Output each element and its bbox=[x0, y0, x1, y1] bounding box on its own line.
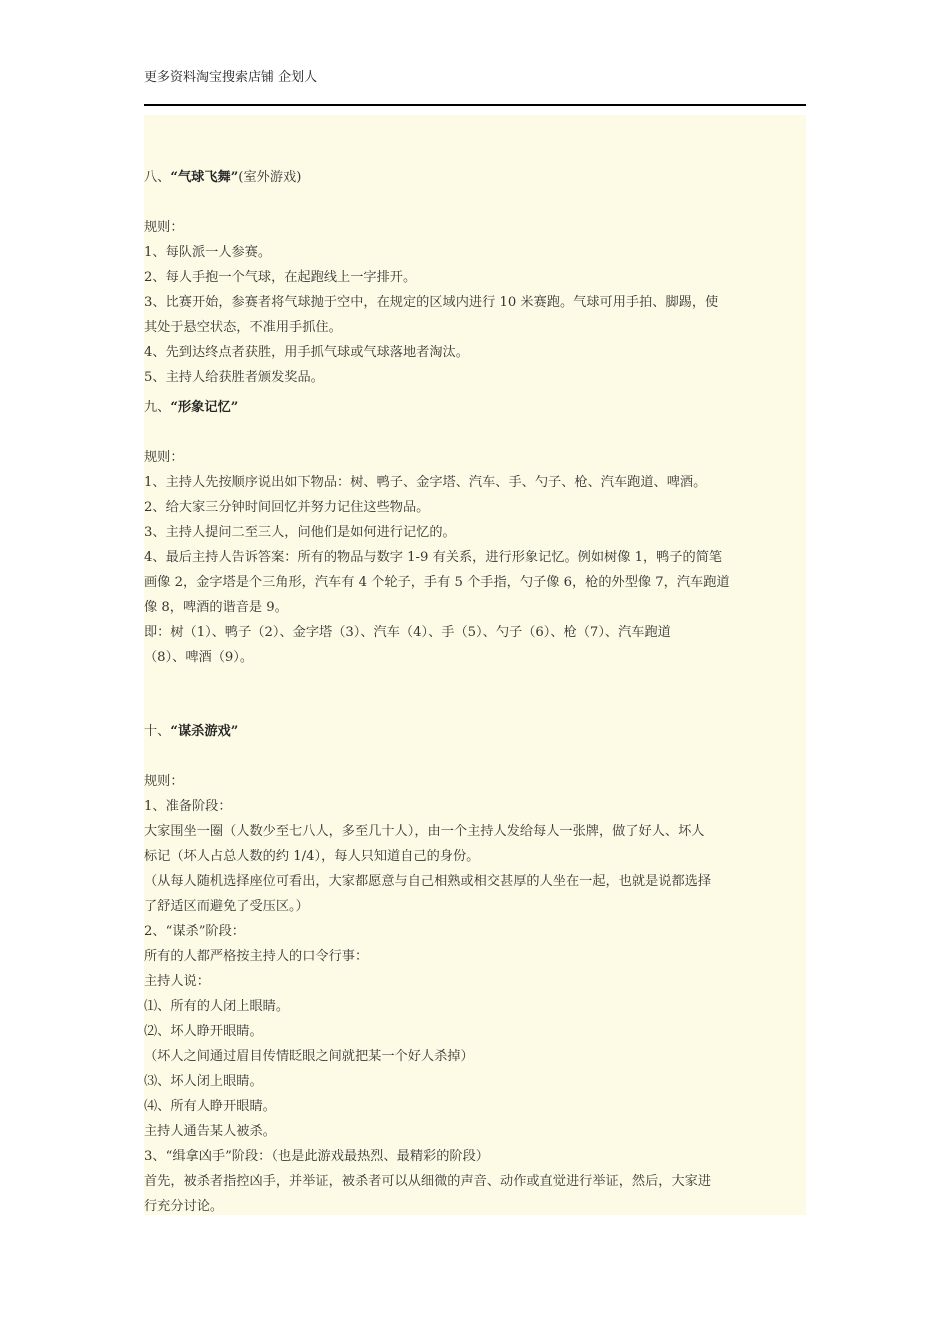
section-10-heading bbox=[144, 719, 806, 744]
section-8-number: 八、 bbox=[144, 170, 171, 185]
section-10-rule: 1、准备阶段： bbox=[144, 799, 232, 814]
header-divider bbox=[144, 104, 806, 106]
section-10-rule: ⑵、坏人睁开眼睛。 bbox=[144, 1024, 263, 1039]
section-10-rule: ⑴、所有的人闭上眼睛。 bbox=[144, 999, 290, 1014]
section-10-rule: （从每人随机选择座位可看出，大家都愿意与自己相熟或相交甚厚的人坐在一起，也就是说都选择 bbox=[144, 874, 712, 889]
section-10-rule: 行充分讨论。 bbox=[144, 1199, 224, 1214]
section-8-rule: 其处于悬空状态，不准用手抓住。 bbox=[144, 320, 342, 335]
section-8-note: (室外游戏) bbox=[238, 170, 302, 185]
section-9-rule: 像 8，啤酒的谐音是 9。 bbox=[144, 600, 288, 615]
section-8-heading bbox=[144, 165, 806, 190]
section-8-rule: 2、每人手抱一个气球，在起跑线上一字排开。 bbox=[144, 270, 417, 285]
section-10-rule: 标记（坏人占总人数的约 1/4），每人只知道自己的身份。 bbox=[144, 849, 480, 864]
section-8-rule: 3、比赛开始，参赛者将气球抛于空中，在规定的区域内进行 10 米赛跑。气球可用手拍、脚踢，使 bbox=[144, 295, 719, 310]
section-8-rule: 4、先到达终点者获胜，用手抓气球或气球落地者淘汰。 bbox=[144, 345, 469, 360]
section-9-number: 九、 bbox=[144, 400, 171, 415]
section-10-rule: 大家围坐一圈（人数少至七八人，多至几十人），由一个主持人发给每人一张牌，做了好人、坏人 bbox=[144, 824, 705, 839]
section-9-heading bbox=[144, 395, 806, 420]
section-10-rule: 3、“缉拿凶手”阶段：（也是此游戏最热烈、最精彩的阶段） bbox=[144, 1149, 489, 1164]
page-header: 更多资料淘宝搜索店铺 企划人 bbox=[144, 70, 318, 85]
section-8-rules-label: 规则： bbox=[144, 220, 184, 235]
section-10-rule: ⑷、所有人睁开眼睛。 bbox=[144, 1099, 276, 1114]
section-10-rule: 了舒适区而避免了受压区。） bbox=[144, 899, 309, 914]
section-9-rule: 2、给大家三分钟时间回忆并努力记住这些物品。 bbox=[144, 500, 430, 515]
section-9-rule: 1、主持人先按顺序说出如下物品：树、鸭子、金字塔、汽车、手、勺子、枪、汽车跑道、啤酒。 bbox=[144, 475, 707, 490]
section-9-rule: （8）、啤酒（9）。 bbox=[144, 650, 254, 665]
section-10-rule: 主持人说： bbox=[144, 974, 210, 989]
section-10-rule: 所有的人都严格按主持人的口令行事： bbox=[144, 949, 369, 964]
section-10-rules-label: 规则： bbox=[144, 774, 184, 789]
section-9-rules-label: 规则： bbox=[144, 450, 184, 465]
section-9-rule: 3、主持人提问二至三人，问他们是如何进行记忆的。 bbox=[144, 525, 456, 540]
section-10-rule: （坏人之间通过眉目传情眨眼之间就把某一个好人杀掉） bbox=[144, 1049, 474, 1064]
section-10-rule: 主持人通告某人被杀。 bbox=[144, 1124, 276, 1139]
document-body bbox=[144, 115, 806, 1215]
section-9-rule: 即：树（1）、鸭子（2）、金字塔（3）、汽车（4）、手（5）、勺子（6）、枪（7）、汽车跑道 bbox=[144, 625, 671, 640]
section-10-rule: 2、“谋杀”阶段： bbox=[144, 924, 245, 939]
section-10-number: 十、 bbox=[144, 724, 171, 739]
section-8-rule: 1、每队派一人参赛。 bbox=[144, 245, 272, 260]
section-8-title: “气球飞舞” bbox=[170, 170, 239, 185]
section-9-rule: 4、最后主持人告诉答案：所有的物品与数字 1-9 有关系，进行形象记忆。例如树像 1，鸭子的简笔 bbox=[144, 550, 723, 565]
section-10-title: “谋杀游戏” bbox=[170, 724, 239, 739]
section-10-rule: ⑶、坏人闭上眼睛。 bbox=[144, 1074, 263, 1089]
section-10-rule: 首先，被杀者指控凶手，并举证，被杀者可以从细微的声音、动作或直觉进行举证，然后，大家进 bbox=[144, 1174, 712, 1189]
section-9-title: “形象记忆” bbox=[170, 400, 239, 415]
section-9-rule: 画像 2，金字塔是个三角形，汽车有 4 个轮子，手有 5 个手指，勺子像 6，枪的外型像 7，汽车跑道 bbox=[144, 575, 730, 590]
section-8-rule: 5、主持人给获胜者颁发奖品。 bbox=[144, 370, 324, 385]
